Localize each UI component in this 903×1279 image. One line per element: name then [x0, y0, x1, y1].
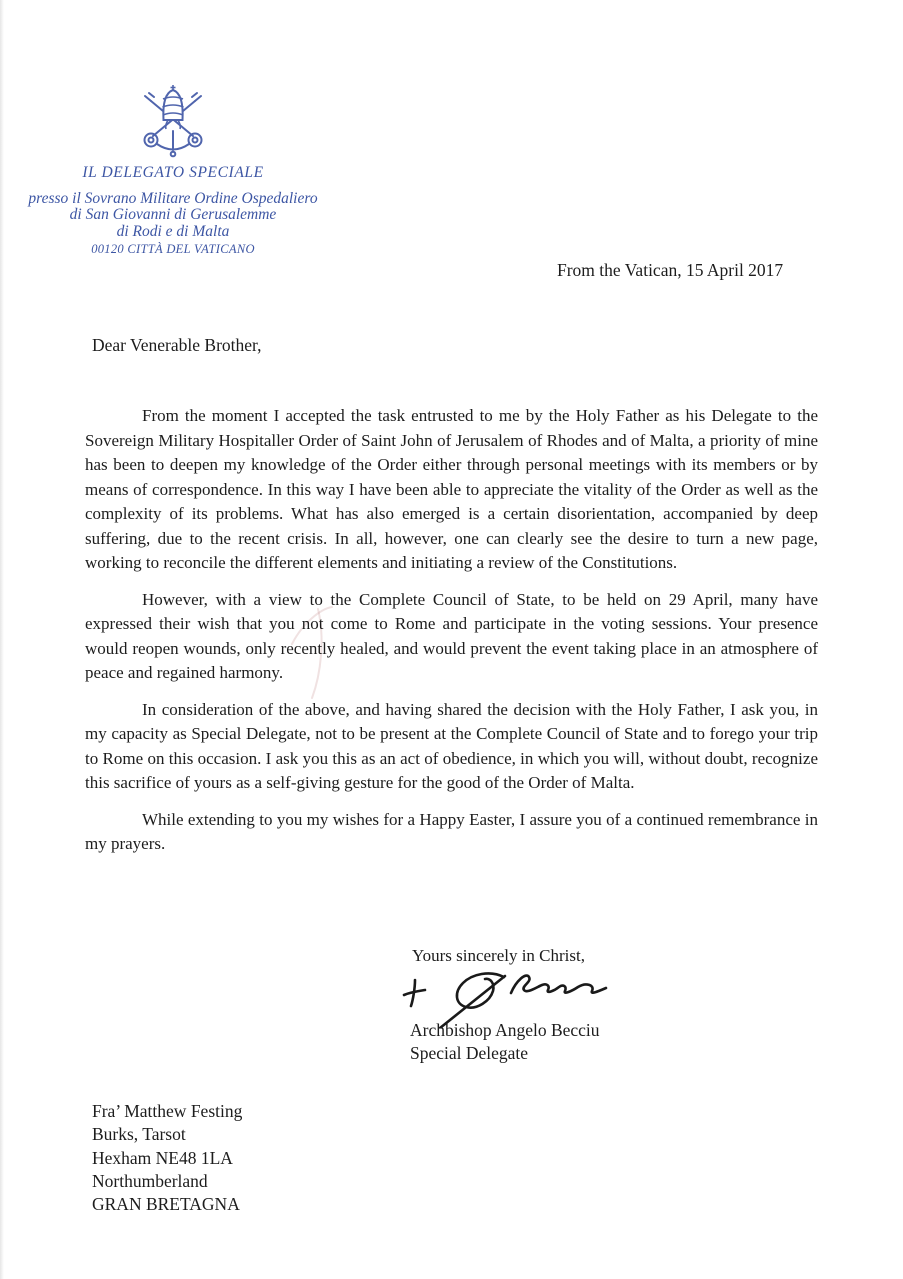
letter-paragraph: In consideration of the above, and having shared the decision with the Holy Father, I ask you, in my capacity as Special Delegate, not to be present at the Complete Council of State and to forego your trip to Rome on this occasion. I ask you this as an act of obedience, in which you will, without doubt, recognize this sacrifice of yours as a self-giving gesture for the good of the Order of Malta.: [85, 699, 818, 792]
recipient-line: GRAN BRETAGNA: [92, 1194, 240, 1215]
letterhead-line: di San Giovanni di Gerusalemme: [69, 206, 277, 224]
recipient-address: [92, 1100, 242, 1216]
letterhead: [7, 164, 339, 257]
closing-line: Yours sincerely in Christ,: [412, 946, 585, 965]
recipient-line: Burks, Tarsot: [92, 1124, 186, 1145]
letterhead-line: presso il Sovrano Militare Ordine Ospedaliero: [28, 190, 318, 207]
scan-edge-line: [0, 0, 4, 1279]
recipient-line: Northumberland: [92, 1170, 208, 1191]
letterhead-line: di Rodi e di Malta: [116, 222, 230, 240]
letter-paragraph: From the moment I accepted the task entrusted to me by the Holy Father as his Delegate to the Sovereign Military Hospitaller Order of Saint John of Jerusalem of Rhodes and of Malta, a priority of mine has been to deepen my knowledge of the Order either through personal meetings with its members or by means of correspondence. In this way I have been able to appreciate the vitality of the Order as well as the complexity of its problems. What has also emerged is a certain disorientation, accompanied by deep suffering, due to the recent crisis. In all, however, one can clearly see the desire to turn a new page, working to reconcile the different elements and initiating a review of the Constitutions.: [85, 406, 818, 572]
vatican-emblem-icon: [128, 84, 218, 162]
recipient-line: Fra’ Matthew Festing: [92, 1101, 243, 1121]
recipient-line: Hexham NE48 1LA: [92, 1147, 233, 1168]
letter-body: [85, 404, 818, 869]
signer-title: Special Delegate: [410, 1043, 529, 1063]
letter-paragraph: However, with a view to the Complete Council of State, to be held on 29 April, many have expressed their wish that you not come to Rome and participate in the voting sessions. Your presence would reopen wounds, only recently healed, and would prevent the event taking place in an atmosphere of peace and regained harmony.: [85, 589, 818, 682]
letterhead-title: IL DELEGATO SPECIALE: [82, 164, 264, 181]
letterhead-line: 00120 CITTÀ DEL VATICANO: [91, 242, 255, 257]
handwritten-signature-icon: [398, 966, 613, 1028]
dateline: From the Vatican, 15 April 2017: [557, 260, 784, 280]
signer-name: Archbishop Angelo Becciu: [410, 1020, 600, 1040]
letter-paragraph: While extending to you my wishes for a Happy Easter, I assure you of a continued remembrance in my prayers.: [85, 809, 818, 853]
salutation: Dear Venerable Brother,: [92, 335, 262, 355]
